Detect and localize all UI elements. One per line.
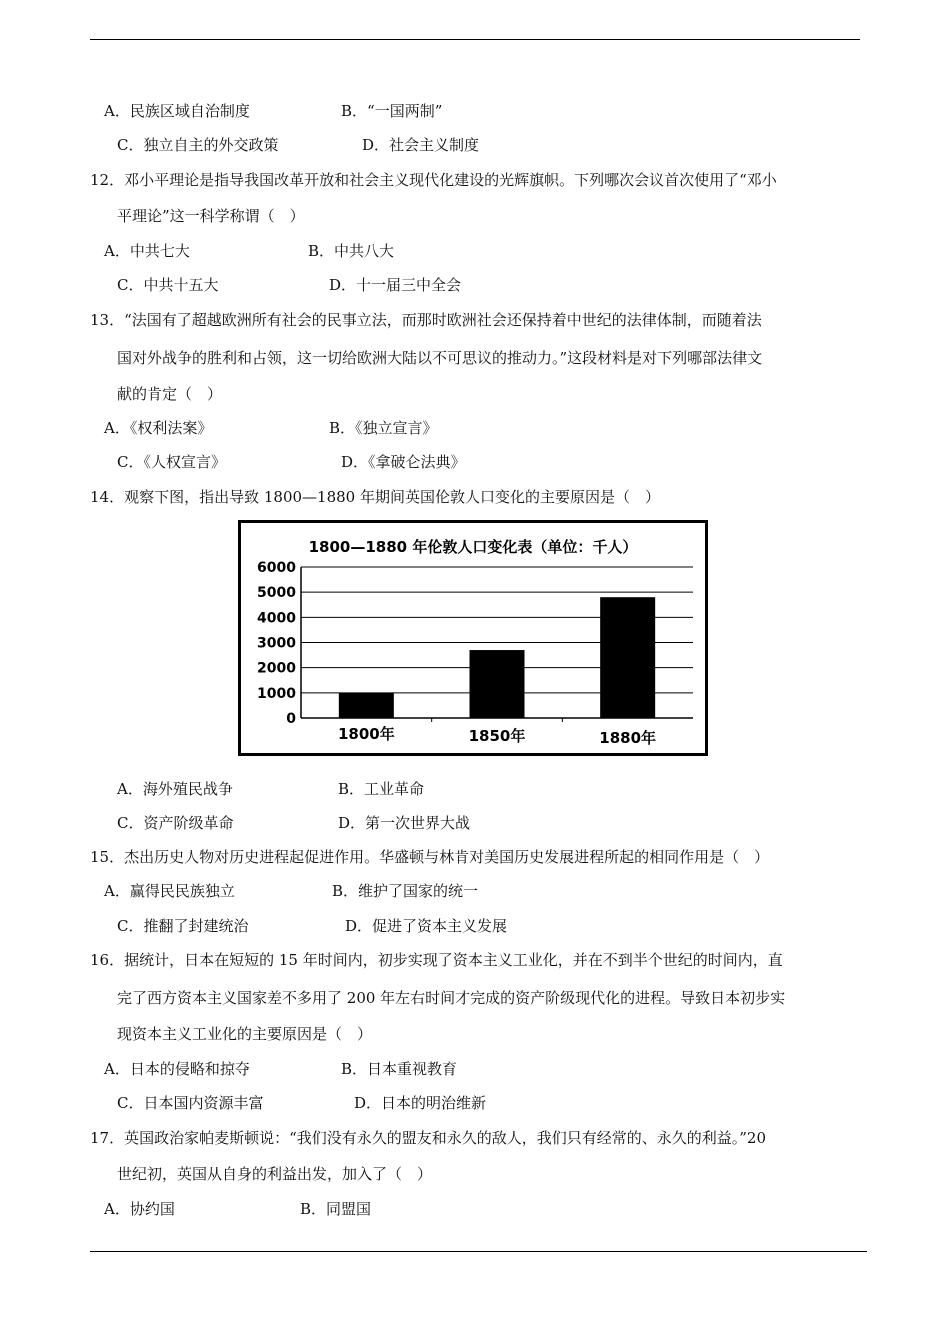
q13-stem-line2: 国对外战争的胜利和占领，这一切给欧洲大陆以不可思议的推动力。”这段材料是对下列哪部法律文 <box>117 349 763 367</box>
q13-stem-line3: 献的肯定（ ） <box>117 385 223 403</box>
q17-option-b[interactable]: B．同盟国 <box>300 1200 372 1218</box>
q11-option-b[interactable]: B．“一国两制” <box>341 102 443 120</box>
q15-option-c[interactable]: C．推翻了封建统治 <box>117 917 249 935</box>
q17-option-a[interactable]: A．协约国 <box>104 1200 175 1218</box>
q15-option-d[interactable]: D．促进了资本主义发展 <box>345 917 508 935</box>
y-tick-label: 3000 <box>257 635 296 652</box>
q14-option-c[interactable]: C．资产阶级革命 <box>117 814 234 832</box>
y-tick-label: 0 <box>286 711 296 727</box>
y-tick-label: 4000 <box>257 610 296 627</box>
q13-option-d[interactable]: D．《拿破仑法典》 <box>341 453 466 471</box>
chart-canvas <box>241 523 705 753</box>
q16-option-d[interactable]: D．日本的明治维新 <box>354 1094 487 1112</box>
q16-stem-line1: 16．据统计，日本在短短的 15 年时间内，初步实现了资本主义工业化，并在不到半个世纪的时间内，直 <box>90 951 783 969</box>
q12-option-a[interactable]: A．中共七大 <box>104 242 190 260</box>
y-tick-label: 1000 <box>257 685 296 702</box>
y-tick-label: 6000 <box>257 560 296 576</box>
q13-stem-line1: 13．“法国有了超越欧洲所有社会的民事立法，而那时欧洲社会还保持着中世纪的法律体制，而随着法 <box>90 311 762 329</box>
q12-stem-line1: 12．邓小平理论是指导我国改革开放和社会主义现代化建设的光辉旗帜。下列哪次会议首次使用了“邓小 <box>90 171 777 189</box>
q13-option-a[interactable]: A．《权利法案》 <box>104 419 213 437</box>
bar-1880年 <box>600 597 655 718</box>
x-tick-label: 1880年 <box>599 729 657 747</box>
q15-stem-line1: 15．杰出历史人物对历史进程起促进作用。华盛顿与林肯对美国历史发展进程所起的相同作用是（ ） <box>90 848 770 866</box>
q11-option-c[interactable]: C．独立自主的外交政策 <box>117 136 279 154</box>
q11-option-d[interactable]: D．社会主义制度 <box>362 136 480 154</box>
q13-option-b[interactable]: B．《独立宣言》 <box>329 419 438 437</box>
q13-option-c[interactable]: C．《人权宣言》 <box>117 453 226 471</box>
q16-option-a[interactable]: A．日本的侵略和掠夺 <box>104 1060 250 1078</box>
q17-stem-line1: 17．英国政治家帕麦斯顿说：“我们没有永久的盟友和永久的敌人，我们只有经常的、永久的利益。”20 <box>90 1129 767 1147</box>
footer-rule <box>90 1251 867 1252</box>
q12-option-d[interactable]: D．十一届三中全会 <box>329 276 462 294</box>
q12-stem-line2: 平理论”这一科学称谓（ ） <box>117 207 305 225</box>
bar-1800年 <box>339 693 394 718</box>
q14-stem-line1: 14．观察下图，指出导致 1800—1880 年期间英国伦敦人口变化的主要原因是（ ） <box>90 488 660 506</box>
q16-option-c[interactable]: C．日本国内资源丰富 <box>117 1094 264 1112</box>
y-tick-label: 2000 <box>257 660 296 677</box>
q17-stem-line2: 世纪初，英国从自身的利益出发，加入了（ ） <box>117 1165 433 1183</box>
q15-option-a[interactable]: A．赢得民民族独立 <box>104 882 235 900</box>
chart-title: 1800—1880 年伦敦人口变化表（单位：千人） <box>308 538 638 556</box>
x-tick-label: 1800年 <box>337 725 395 743</box>
q14-option-b[interactable]: B．工业革命 <box>338 780 425 798</box>
q12-option-c[interactable]: C．中共十五大 <box>117 276 219 294</box>
q14-option-d[interactable]: D．第一次世界大战 <box>338 814 471 832</box>
q16-stem-line2: 完了西方资本主义国家差不多用了 200 年左右时间才完成的资产阶级现代化的进程。导致日本初步实 <box>117 989 786 1007</box>
q12-option-b[interactable]: B．中共八大 <box>308 242 395 260</box>
q11-option-a[interactable]: A．民族区域自治制度 <box>104 102 250 120</box>
x-tick-label: 1850年 <box>468 727 526 745</box>
q15-option-b[interactable]: B．维护了国家的统一 <box>332 882 479 900</box>
q16-stem-line3: 现资本主义工业化的主要原因是（ ） <box>117 1025 373 1043</box>
q16-option-b[interactable]: B．日本重视教育 <box>341 1060 458 1078</box>
q14-option-a[interactable]: A．海外殖民战争 <box>117 780 233 798</box>
bar-1850年 <box>470 650 525 718</box>
header-rule <box>90 39 860 40</box>
population-bar-chart <box>238 520 708 756</box>
y-tick-label: 5000 <box>257 585 296 602</box>
